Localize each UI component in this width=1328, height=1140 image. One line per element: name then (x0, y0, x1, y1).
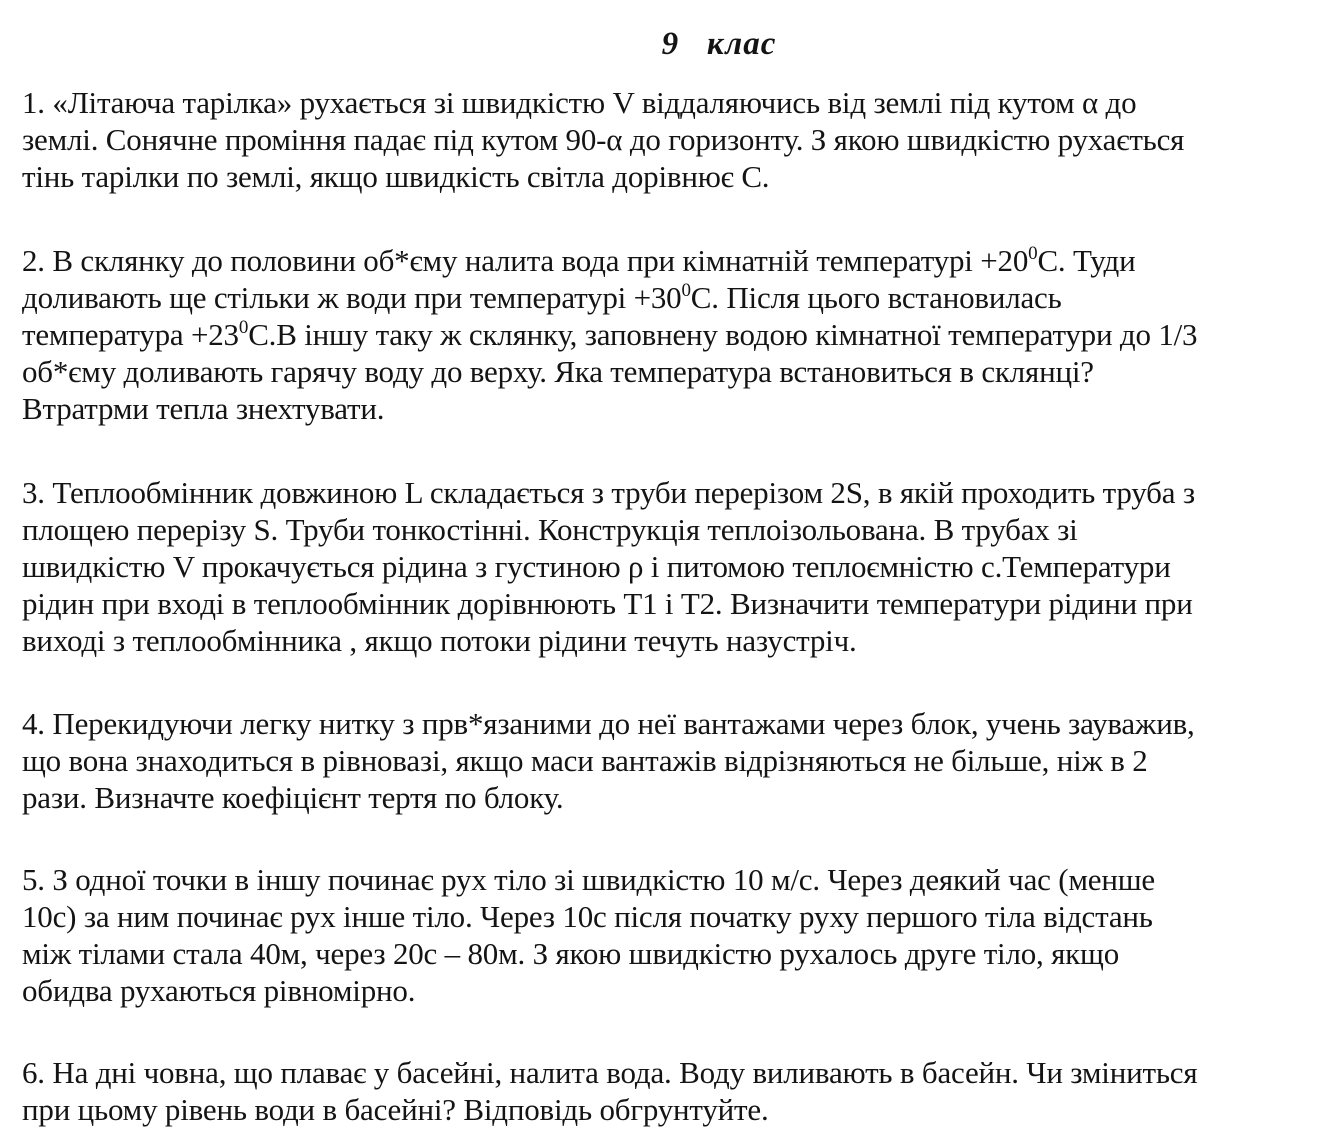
line-text: температура +23 (22, 317, 239, 352)
problem-line: між тілами стала 40м, через 20с – 80м. З якою швидкістю рухалось друге тіло, якщо (22, 936, 1120, 971)
problem-line: об*єму доливають гарячу воду до верху. Яка температура встановиться в склянці? (22, 354, 1094, 389)
degree-superscript: 0 (1028, 243, 1038, 264)
problem-line (22, 242, 1312, 279)
problem-line: 3. Теплообмінник довжиною L складається з труби перерізом 2S, в якій проходить труба з (22, 475, 1195, 510)
degree-superscript: 0 (238, 317, 249, 338)
problem-line: обидва рухаються рівномірно. (22, 973, 416, 1008)
problem-line: тінь тарілки по землі, якщо швидкість світла дорівнює С. (22, 159, 770, 194)
problem-line: 1. «Літаюча тарілка» рухається зі швидкістю V віддаляючись від землі під кутом α до (22, 85, 1137, 120)
problem-line: швидкістю V прокачується рідина з густиною ρ і питомою теплоємністю с.Температури (22, 549, 1171, 584)
problem-line: рази. Визначте коефіцієнт тертя по блоку. (22, 780, 564, 815)
problem-line (22, 279, 1312, 316)
line-text: доливають ще стільки ж води при температурі +30 (22, 280, 682, 315)
problem-line: 5. З одної точки в іншу починає рух тіло зі швидкістю 10 м/с. Через деякий час (менше (22, 862, 1155, 897)
degree-superscript: 0 (681, 280, 691, 301)
problem-5 (22, 861, 1312, 1009)
problem-line: 10с) за ним починає рух інше тіло. Через 10с після початку руху першого тіла відстань (22, 899, 1153, 934)
line-text: 2. В склянку до половини об*єму налита вода при кімнатній температурі +20 (22, 243, 1029, 278)
page-title: 9 клас (661, 26, 777, 62)
problem-line: 6. На дні човна, що плаває у басейні, налита вода. Воду виливають в басейн. Чи зміниться (22, 1055, 1198, 1090)
line-text: С. Після цього встановилась (690, 280, 1062, 315)
problem-line: землі. Сонячне проміння падає під кутом 90-α до горизонту. З якою швидкістю рухається (22, 122, 1185, 157)
problem-3 (22, 474, 1312, 659)
problem-line: площею перерізу S. Труби тонкостінні. Конструкція теплоізольована. В трубах зі (22, 512, 1078, 547)
problem-line (22, 316, 1312, 353)
problem-line: Втратрми тепла знехтувати. (22, 391, 385, 426)
problem-line: при цьому рівень води в басейні? Відповідь обгрунтуйте. (22, 1092, 769, 1127)
problem-6 (22, 1054, 1312, 1128)
problem-line: що вона знаходиться в рівновазі, якщо маси вантажів відрізняються не більше, ніж в 2 (22, 743, 1148, 778)
problem-line: рідин при вході в теплообмінник дорівнюють Т1 і Т2. Визначити температури рідини при (22, 586, 1193, 621)
line-text: С.В іншу таку ж склянку, заповнену водою кімнатної температури до 1/3 (248, 317, 1198, 352)
problem-line: 4. Перекидуючи легку нитку з прв*язаними до неї вантажами через блок, учень зауважив, (22, 706, 1195, 741)
problem-4 (22, 705, 1312, 816)
line-text: С. Туди (1037, 243, 1136, 278)
problem-2 (22, 242, 1312, 427)
problem-line: виході з теплообмінника , якщо потоки рідини течуть назустріч. (22, 623, 857, 658)
problem-1 (22, 84, 1312, 195)
